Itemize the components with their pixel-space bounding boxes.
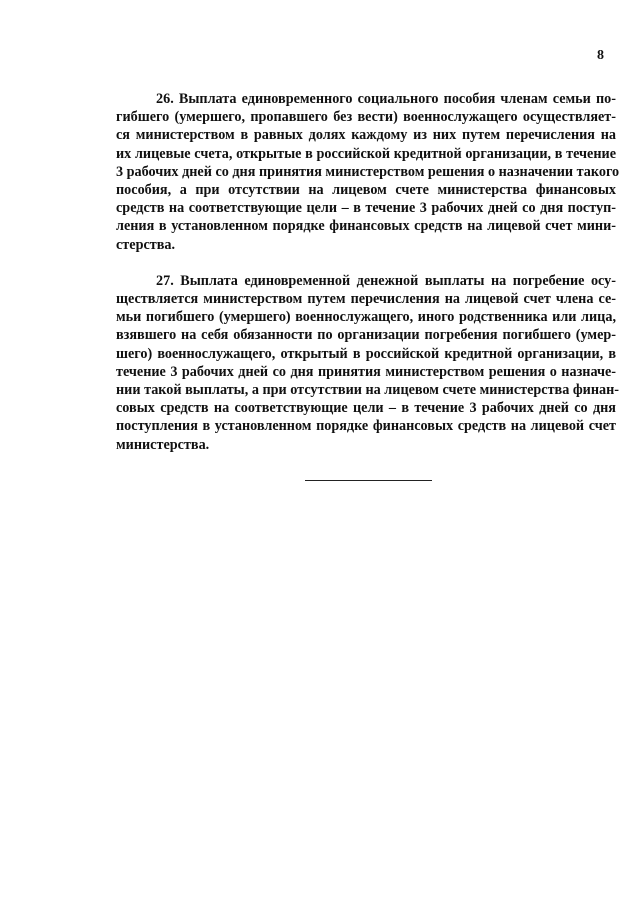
paragraph-line: 26. Выплата единовременного социального пособия членам семьи по-	[156, 91, 616, 107]
paragraph-line: гибшего (умершего, пропавшего без вести) военнослужащего осуществляет-	[116, 109, 616, 126]
paragraph-line: пособия, а при отсутствии на лицевом счете министерства финансовых	[116, 182, 616, 199]
end-divider-line	[305, 480, 432, 481]
paragraph-line: взявшего на себя обязанности по организации погребения погибшего (умер-	[116, 327, 616, 344]
paragraph-line: министерства.	[116, 436, 210, 453]
paragraph-line: ществляется министерством путем перечисления на лицевой счет члена се-	[116, 291, 616, 308]
paragraph-27	[116, 272, 620, 454]
paragraph-line: мьи погибшего (умершего) военнослужащего, иного родственника или лица,	[116, 309, 616, 326]
paragraph-line: 27. Выплата единовременной денежной выплаты на погребение осу-	[156, 272, 616, 289]
paragraph-line: совых средств на соответствующие цели – в течение 3 рабочих дней со дня	[116, 400, 616, 417]
paragraph-line: шего) военнослужащего, открытый в российской кредитной организации, в	[116, 345, 616, 362]
paragraph-line: течение 3 рабочих дней со дня принятия министерством решения о назначе-	[116, 363, 616, 380]
paragraph-line: поступления в установленном порядке финансовых средств на лицевой счет	[116, 418, 616, 435]
document-body	[116, 90, 620, 454]
paragraph-26	[116, 90, 620, 254]
paragraph-line: ления в установленном порядке финансовых средств на лицевой счет мини-	[116, 218, 616, 235]
paragraph-line: 3 рабочих дней со дня принятия министерством решения о назначении такого	[116, 163, 620, 180]
paragraph-line: нии такой выплаты, а при отсутствии на лицевом счете министерства финан-	[116, 382, 620, 399]
paragraph-line: стерства.	[116, 236, 176, 253]
paragraph-line: ся министерством в равных долях каждому из них путем перечисления на	[116, 127, 616, 144]
paragraph-line: средств на соответствующие цели – в течение 3 рабочих дней со дня поступ-	[116, 200, 616, 217]
page-number: 8	[597, 48, 604, 63]
paragraph-line: их лицевые счета, открытые в российской кредитной организации, в течение	[116, 145, 616, 162]
